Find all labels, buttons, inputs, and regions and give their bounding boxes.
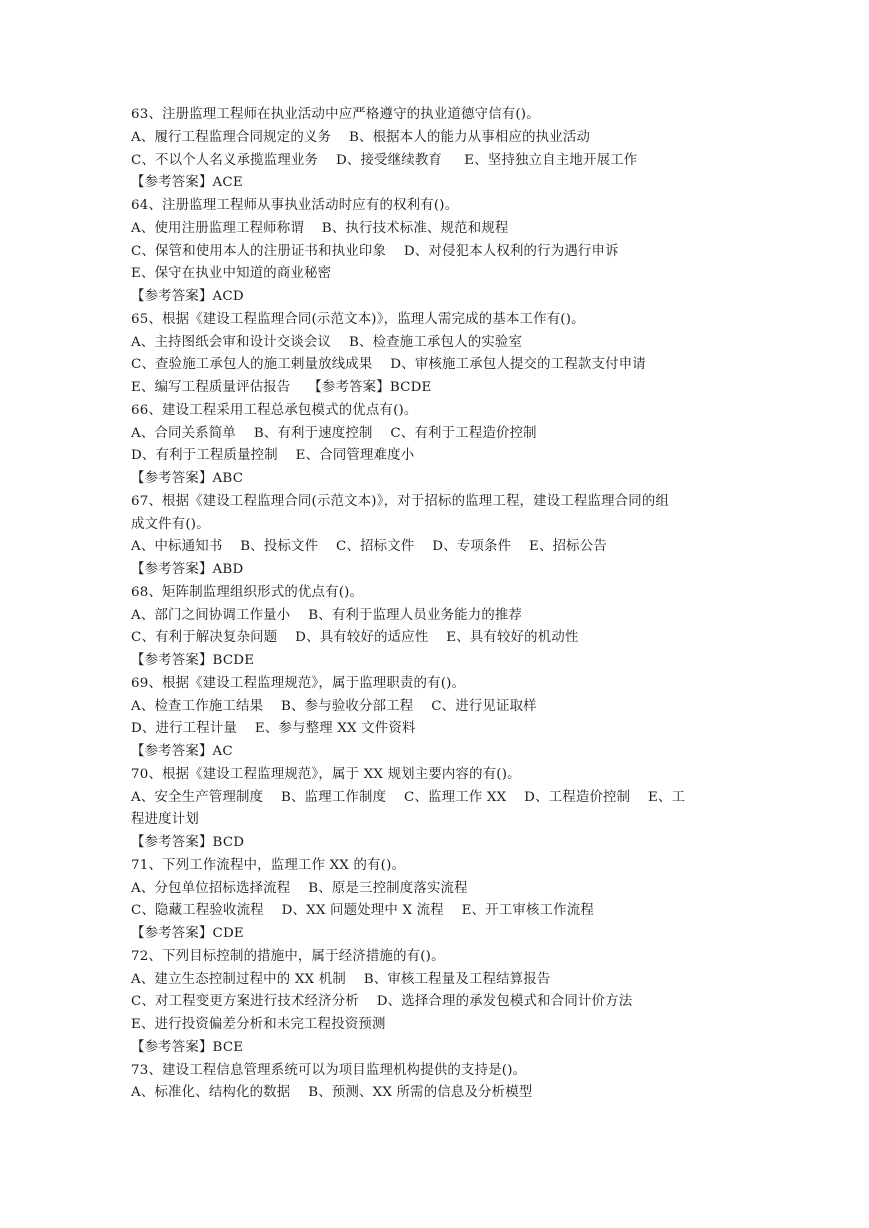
options-line: C、不以个人名义承揽监理业务 D、接受继续教育 E、坚持独立自主地开展工作 [131, 152, 638, 168]
answer-line: 【参考答案】ACD [131, 289, 244, 304]
question-70: 70、根据《建设工程监理规范》，属于 XX 规划主要内容的有()。 [131, 766, 521, 782]
options-line: A、合同关系简单 B、有利于速度控制 C、有利于工程造价控制 [131, 425, 537, 441]
options-line: C、对工程变更方案进行技术经济分析 D、选择合理的承发包模式和合同计价方法 [131, 994, 633, 1010]
options-answer-line: E、编写工程质量评估报告 【参考答案】BCDE [131, 380, 432, 395]
options-line: A、使用注册监理工程师称谓 B、执行技术标准、规范和规程 [131, 220, 509, 236]
options-line: A、建立生态控制过程中的 XX 机制 B、审核工程量及工程结算报告 [131, 971, 551, 987]
options-line: A、安全生产管理制度 B、监理工作制度 C、监理工作 XX D、工程造价控制 E、工 [131, 789, 686, 805]
options-line: C、隐藏工程验收流程 D、XX 问题处理中 X 流程 E、开工审核工作流程 [131, 903, 594, 919]
answer-line: 【参考答案】BCE [131, 1039, 244, 1055]
options-line: C、有利于解决复杂问题 D、具有较好的适应性 E、具有较好的机动性 [131, 630, 579, 646]
options-line: E、保守在执业中知道的商业秘密 [131, 266, 332, 282]
options-line: E、进行投资偏差分析和未完工程投资预测 [131, 1017, 386, 1032]
answer-line: 【参考答案】ACE [131, 175, 243, 191]
options-line: C、查验施工承包人的施工剌量放线成果 D、审核施工承包人提交的工程款支付申请 [131, 357, 646, 373]
options-line: A、部门之间协调工作量小 B、有利于监理人员业务能力的推荐 [131, 607, 523, 623]
question-73: 73、建设工程信息管理系统可以为项目监理机构提供的支持是()。 [131, 1062, 527, 1078]
question-63: 63、注册监理工程师在执业活动中应严格遵守的执业道德守信有()。 [131, 107, 540, 122]
options-line: D、有利于工程质量控制 E、合同管理难度小 [131, 448, 415, 464]
answer-line: 【参考答案】CDE [131, 926, 244, 941]
question-64: 64、注册监理工程师从事执业活动时应有的权利有()。 [131, 198, 459, 213]
question-67-continued: 成文件有()。 [131, 516, 210, 532]
document-body [131, 104, 741, 1105]
options-line: C、保管和使用本人的注册证书和执业印象 D、对侵犯本人权利的行为遇行申诉 [131, 243, 619, 259]
question-65: 65、根据《建设工程监理合同(示范文本)》，监理人需完成的基本工作有()。 [131, 311, 585, 327]
options-line: A、履行工程监理合同规定的义务 B、根据本人的能力从事相应的执业活动 [131, 129, 591, 145]
question-69: 69、根据《建设工程监理规范》，属于监理职责的有()。 [131, 675, 466, 691]
question-72: 72、下列目标控制的措施中，属于经济措施的有()。 [131, 948, 445, 964]
options-line: A、中标通知书 B、投标文件 C、招标文件 D、专项条件 E、招标公告 [131, 539, 607, 555]
question-68: 68、矩阵制监理组织形式的优点有()。 [131, 584, 364, 600]
options-line-continued: 程进度计划 [131, 812, 199, 828]
answer-line: 【参考答案】AC [131, 744, 233, 759]
question-66: 66、建设工程采用工程总承包模式的优点有()。 [131, 402, 418, 418]
options-line: A、检查工作施工结果 B、参与验收分部工程 C、进行见证取样 [131, 698, 537, 714]
answer-line: 【参考答案】BCDE [131, 653, 255, 668]
answer-line: 【参考答案】ABD [131, 562, 244, 577]
options-line: A、标准化、结构化的数据 B、预测、XX 所需的信息及分析模型 [131, 1085, 533, 1101]
options-line: A、主持图纸会审和设计交谈会议 B、检查施工承包人的实验室 [131, 334, 523, 350]
answer-line: 【参考答案】BCD [131, 835, 245, 850]
options-line: D、进行工程计量 E、参与整理 XX 文件资料 [131, 721, 416, 737]
answer-line: 【参考答案】ABC [131, 471, 244, 486]
options-line: A、分包单位招标选择流程 B、原是三控制度落实流程 [131, 880, 468, 896]
question-67: 67、根据《建设工程监理合同(示范文本)》，对于招标的监理工程，建设工程监理合同的组 [131, 493, 670, 509]
question-71: 71、下列工作流程中，监理工作 XX 的有()。 [131, 857, 406, 873]
